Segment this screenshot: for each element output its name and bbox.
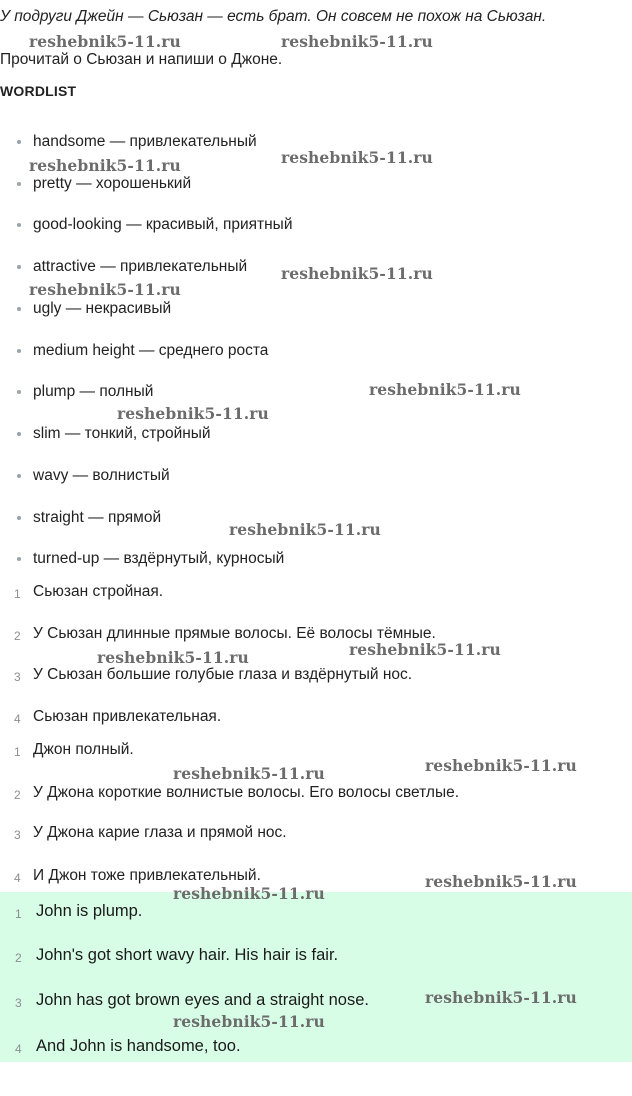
watermark: reshebnik5-11.ru [281,264,433,283]
bullet-icon [17,223,21,227]
wordlist-item-text: pretty — хорошенький [33,175,192,192]
wordlist-item-text: handsome — привлекательный [33,133,257,150]
item-number: 3 [14,828,21,842]
wordlist-item-text: wavy — волнистый [33,467,170,484]
watermark: reshebnik5-11.ru [173,884,325,903]
item-text: У Сьюзан большие голубые глаза и вздёрнутый нос. [33,666,413,683]
item-text: Сьюзан стройная. [33,583,164,600]
bullet-icon [17,182,21,186]
watermark: reshebnik5-11.ru [425,988,577,1007]
wordlist-item-text: ugly — некрасивый [33,300,172,317]
bullet-icon [17,432,21,436]
item-number: 4 [14,712,21,726]
item-number: 2 [14,629,21,643]
item-number: 2 [15,951,22,965]
wordlist-item-text: turned-up — вздёрнутый, курносый [33,550,285,567]
watermark: reshebnik5-11.ru [173,1012,325,1031]
item-text: John has got brown eyes and a straight nose. [36,991,369,1009]
item-text: John's got short wavy hair. His hair is fair. [36,946,339,964]
bullet-icon [17,474,21,478]
watermark: reshebnik5-11.ru [369,380,521,399]
wordlist-item-text: straight — прямой [33,509,162,526]
item-number: 1 [14,587,21,601]
bullet-icon [17,390,21,394]
bullet-icon [17,307,21,311]
answer-block [0,892,632,1062]
instruction-text: Прочитай о Сьюзан и напиши о Джоне. [0,51,283,68]
item-text: Сьюзан привлекательная. [33,708,222,725]
intro-text: У подруги Джейн — Сьюзан — есть брат. Он совсем не похож на Сьюзан. [0,8,547,25]
watermark: reshebnik5-11.ru [349,640,501,659]
watermark: reshebnik5-11.ru [29,32,181,51]
item-text: У Сьюзан длинные прямые волосы. Её волосы тёмные. [33,625,436,642]
watermark: reshebnik5-11.ru [229,520,381,539]
watermark: reshebnik5-11.ru [97,648,249,667]
item-text: И Джон тоже привлекательный. [33,867,261,884]
item-number: 4 [15,1042,22,1056]
item-number: 1 [14,745,21,759]
wordlist-item-text: medium height — среднего роста [33,342,269,359]
wordlist-item-text: plump — полный [33,383,154,400]
wordlist-heading: WORDLIST [0,83,77,99]
watermark: reshebnik5-11.ru [29,156,181,175]
watermark: reshebnik5-11.ru [173,764,325,783]
item-text: Джон полный. [33,741,134,758]
wordlist-item-text: attractive — привлекательный [33,258,248,275]
item-number: 4 [14,871,21,885]
item-number: 3 [14,670,21,684]
bullet-icon [17,140,21,144]
item-text: У Джона короткие волнистые волосы. Его волосы светлые. [33,784,460,801]
item-number: 2 [14,788,21,802]
watermark: reshebnik5-11.ru [425,756,577,775]
item-text: У Джона карие глаза и прямой нос. [33,824,287,841]
bullet-icon [17,349,21,353]
watermark: reshebnik5-11.ru [281,32,433,51]
item-number: 1 [15,907,22,921]
watermark: reshebnik5-11.ru [29,280,181,299]
item-number: 3 [15,996,22,1010]
wordlist-item-text: good-looking — красивый, приятный [33,216,293,233]
watermark: reshebnik5-11.ru [425,872,577,891]
watermark: reshebnik5-11.ru [117,404,269,423]
item-text: John is plump. [36,902,143,920]
bullet-icon [17,265,21,269]
watermark: reshebnik5-11.ru [281,148,433,167]
bullet-icon [17,557,21,561]
item-text: And John is handsome, too. [36,1037,241,1055]
bullet-icon [17,516,21,520]
wordlist-item-text: slim — тонкий, стройный [33,425,211,442]
